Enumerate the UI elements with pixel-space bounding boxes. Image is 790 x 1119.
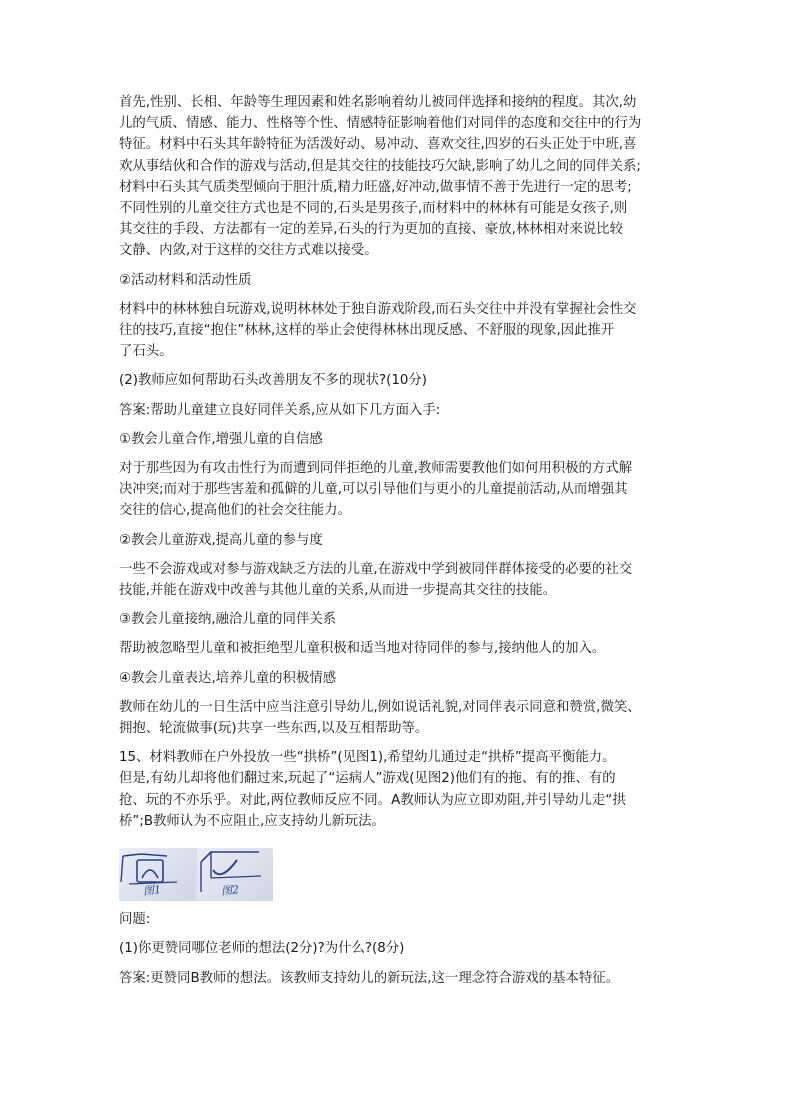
document-body bbox=[119, 92, 679, 989]
section-heading-game: ②教会儿童游戏,提高儿童的参与度 bbox=[119, 532, 323, 548]
text-line: 一些不会游戏或对参与游戏缺乏方法的儿童,在游戏中学到被同伴群体接受的必要的社交 bbox=[119, 561, 633, 577]
text-line: 但是,有幼儿却将他们翻过来,玩起了“运病人”游戏(见图2)他们有的拖、有的推、有的 bbox=[119, 771, 616, 787]
section-heading-express: ④教会儿童表达,培养儿童的积极情感 bbox=[119, 670, 337, 686]
paragraph-game bbox=[119, 559, 679, 601]
figure-strip bbox=[119, 848, 273, 901]
text-line: 首先,性别、长相、年龄等生理因素和姓名影响着幼儿被同伴选择和接纳的程度。其次,幼 bbox=[119, 95, 637, 110]
paragraph-activity bbox=[119, 299, 679, 363]
answer-1: 答案:更赞同B教师的想法。该教师支持幼儿的新玩法,这一理念符合游戏的基本特征。 bbox=[119, 970, 620, 986]
section-heading-activity: ②活动材料和活动性质 bbox=[119, 272, 252, 288]
paragraph-cooperate bbox=[119, 458, 679, 522]
paragraph-material-15 bbox=[119, 747, 679, 832]
text-line: 不同性别的儿童交往方式也是不同的,石头是男孩子,而材料中的林林有可能是女孩子,则 bbox=[119, 201, 628, 217]
text-line: 欢从事结伙和合作的游戏与活动,但是其交往的技能技巧欠缺,影响了幼儿之间的同伴关系; bbox=[119, 158, 641, 174]
figure-2-flipped-bridge bbox=[197, 848, 273, 901]
text-line: 特征。材料中石头其年龄特征为活泼好动、易冲动、喜欢交往,四岁的石头正处于中班,喜 bbox=[119, 137, 637, 153]
text-line: 材料中的林林独自玩游戏,说明林林处于独自游戏阶段,而石头交往中并没有掌握社会性交 bbox=[119, 301, 637, 317]
figure-2-label: 图2 bbox=[220, 883, 240, 898]
text-line: 了石头。 bbox=[119, 344, 173, 360]
text-line: 其交往的手段、方法都有一定的差异,石头的行为更加的直接、豪放,林林相对来说比较 bbox=[119, 222, 623, 238]
paragraph-temperament bbox=[119, 92, 679, 262]
question-label: 问题: bbox=[119, 912, 151, 928]
text-line: 对于那些因为有攻击性行为而遭到同伴拒绝的儿童,教师需要教他们如何用积极的方式解 bbox=[119, 461, 633, 477]
text-line: 文静、内敛,对于这样的交往方式难以接受。 bbox=[119, 243, 378, 259]
text-line: 抢、玩的不亦乐乎。对此,两位教师反应不同。A教师认为应立即劝阻,并引导幼儿走“拱 bbox=[119, 792, 626, 808]
answer-2-intro: 答案:帮助儿童建立良好同伴关系,应从如下几方面入手: bbox=[119, 402, 441, 418]
text-line: 交往的信心,提高他们的社会交往能力。 bbox=[119, 503, 351, 519]
paragraph-express bbox=[119, 697, 679, 739]
question-2: (2)教师应如何帮助石头改善朋友不多的现状?(10分) bbox=[119, 373, 427, 389]
text-line: 材料中石头其气质类型倾向于胆汁质,精力旺盛,好冲动,做事情不善于先进行一定的思考; bbox=[119, 179, 632, 195]
section-heading-accept: ③教会儿童接纳,融洽儿童的同伴关系 bbox=[119, 612, 337, 628]
text-line: 儿的气质、情感、能力、性格等个性、情感特征影响着他们对同伴的态度和交往中的行为 bbox=[119, 116, 642, 132]
text-line: 15、材料教师在户外投放一些“拱桥”(见图1),希望幼儿通过走“拱桥”提高平衡能力。 bbox=[119, 750, 616, 766]
text-line: 往的技巧,直接“抱住”林林,这样的举止会使得林林出现反感、不舒服的现象,因此推开 bbox=[119, 323, 615, 339]
text-line: 决冲突;而对于那些害羞和孤僻的儿童,可以引导他们与更小的儿童提前活动,从而增强其 bbox=[119, 482, 628, 498]
text-line: 教师在幼儿的一日生活中应当注意引导幼儿,例如说话礼貌,对同伴表示同意和赞赏,微笑、 bbox=[119, 699, 641, 715]
text-line: 技能,并能在游戏中改善与其他儿童的关系,从而进一步提高其交往的技能。 bbox=[119, 583, 557, 599]
figure-1-label: 图1 bbox=[142, 883, 162, 898]
text-line: 帮助被忽略型儿童和被拒绝型儿童积极和适当地对待同伴的参与,接纳他人的加入。 bbox=[119, 641, 606, 657]
text-line: 桥”;B教师认为不应阻止,应支持幼儿新玩法。 bbox=[119, 813, 385, 829]
section-heading-cooperate: ①教会儿童合作,增强儿童的自信感 bbox=[119, 431, 323, 447]
question-1: (1)你更赞同哪位老师的想法(2分)?为什么?(8分) bbox=[119, 941, 405, 957]
text-line: 拥抱、轮流做事(玩)共享一些东西,以及互相帮助等。 bbox=[119, 721, 429, 737]
figure-1-arch-bridge bbox=[119, 848, 195, 901]
paragraph-accept bbox=[119, 638, 679, 659]
